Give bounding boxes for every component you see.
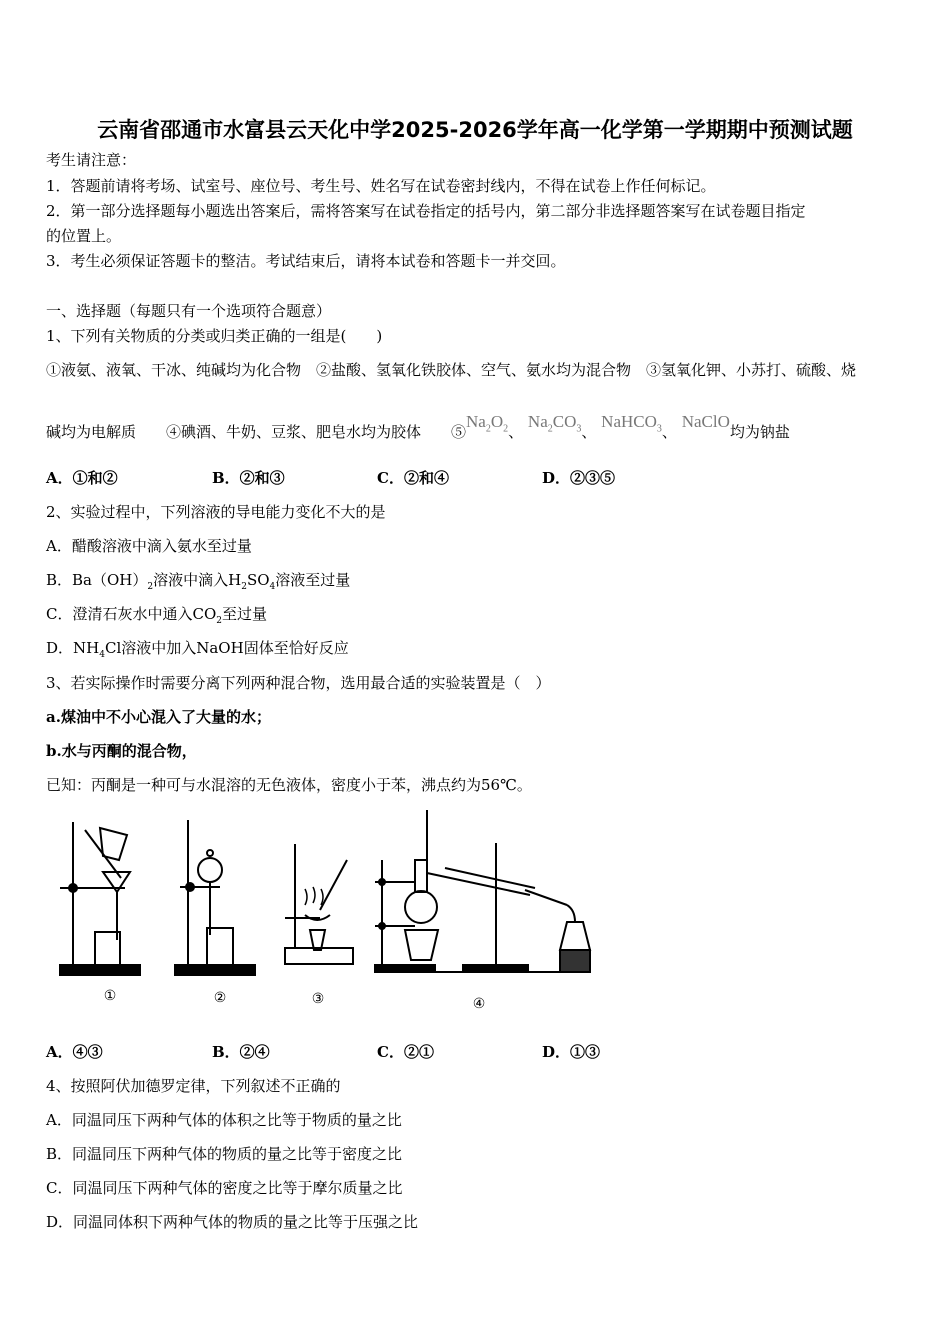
q1-option-b[interactable]: B．②和③ xyxy=(212,469,285,487)
section-heading: 一、选择题（每题只有一个选项符合题意） xyxy=(46,302,332,320)
figure-label-4: ④ xyxy=(472,996,486,1012)
page-title: 云南省邵通市水富县云天化中学2025-2026学年高一化学第一学期期中预测试题 xyxy=(97,118,853,142)
filtration-apparatus xyxy=(60,822,140,975)
q2-option-d[interactable]: D．$NH_4Cl$溶液中加入NaOH固体至恰好反应 xyxy=(46,639,349,660)
q1-option-c[interactable]: C．②和④ xyxy=(377,469,449,487)
separatory-funnel-apparatus xyxy=(175,820,255,975)
q4-option-a[interactable]: A．同温同压下两种气体的体积之比等于物质的量之比 xyxy=(46,1111,402,1129)
q1-option-a[interactable]: A．①和② xyxy=(46,469,118,487)
figure-label-3: ③ xyxy=(311,991,325,1007)
evaporation-apparatus xyxy=(285,844,353,964)
notice-item: 3．考生必须保证答题卡的整洁。考试结束后，请将本试卷和答题卡一并交回。 xyxy=(46,252,566,270)
q2-option-a[interactable]: A．醋酸溶液中滴入氨水至过量 xyxy=(46,537,252,555)
q1-stem: 1、下列有关物质的分类或归类正确的一组是( ) xyxy=(46,327,383,345)
q1-option-d[interactable]: D．②③⑤ xyxy=(542,469,616,487)
q2-option-c[interactable]: C．澄清石灰水中通入$CO_2$至过量 xyxy=(46,605,268,626)
q1-statement-line1: ①液氨、液氧、干冰、纯碱均为化合物 ②盐酸、氢氧化铁胶体、空气、氨水均为混合物 ③氢氧化钾、小苏打、硫酸、烧 xyxy=(46,361,857,379)
q4-option-d[interactable]: D．同温同体积下两种气体的物质的量之比等于压强之比 xyxy=(46,1213,419,1231)
notice-heading: 考生请注意： xyxy=(46,151,137,169)
notice-item: 的位置上。 xyxy=(46,227,122,245)
q4-option-b[interactable]: B．同温同压下两种气体的物质的量之比等于密度之比 xyxy=(46,1145,403,1163)
q3-option-b[interactable]: B．②④ xyxy=(212,1043,270,1061)
q4-option-c[interactable]: C．同温同压下两种气体的密度之比等于摩尔质量之比 xyxy=(46,1179,403,1197)
distillation-apparatus xyxy=(375,810,590,972)
figure-label-2: ② xyxy=(213,990,227,1006)
q4-stem: 4、按照阿伏加德罗定律，下列叙述不正确的 xyxy=(46,1077,341,1095)
notice-item: 1．答题前请将考场、试室号、座位号、考生号、姓名写在试卷密封线内，不得在试卷上作任何标记。 xyxy=(46,177,716,195)
q3-stem: 3、若实际操作时需要分离下列两种混合物，选用最合适的实验装置是（ ） xyxy=(46,674,551,692)
apparatus-figure xyxy=(55,810,595,1015)
figure-label-1: ① xyxy=(103,988,117,1004)
q3-mixture-b: b.水与丙酮的混合物， xyxy=(46,742,197,760)
notice-item: 2．第一部分选择题每小题选出答案后，需将答案写在试卷指定的括号内，第二部分非选择题答案写在试卷题目指定 xyxy=(46,202,806,220)
q2-stem: 2、实验过程中，下列溶液的导电能力变化不大的是 xyxy=(46,503,386,521)
q3-mixture-a: a.煤油中不小心混入了大量的水； xyxy=(46,708,271,726)
q3-option-d[interactable]: D．①③ xyxy=(542,1043,601,1061)
q1-statement-line2: 碱均为电解质 ④碘酒、牛奶、豆浆、肥皂水均为胶体 $⑤Na_2O_2$、 $Na_2CO_3$、 NaHCO$_3$、 NaClO均为钠盐 xyxy=(46,412,790,441)
q2-option-b[interactable]: B．$Ba(OH)_2$溶液中滴入$H_2SO_4$溶液至过量 xyxy=(46,571,351,592)
q3-option-c[interactable]: C．②① xyxy=(377,1043,434,1061)
q3-option-a[interactable]: A．④③ xyxy=(46,1043,103,1061)
q3-known: 已知：丙酮是一种可与水混溶的无色液体，密度小于苯，沸点约为56℃。 xyxy=(46,776,532,794)
